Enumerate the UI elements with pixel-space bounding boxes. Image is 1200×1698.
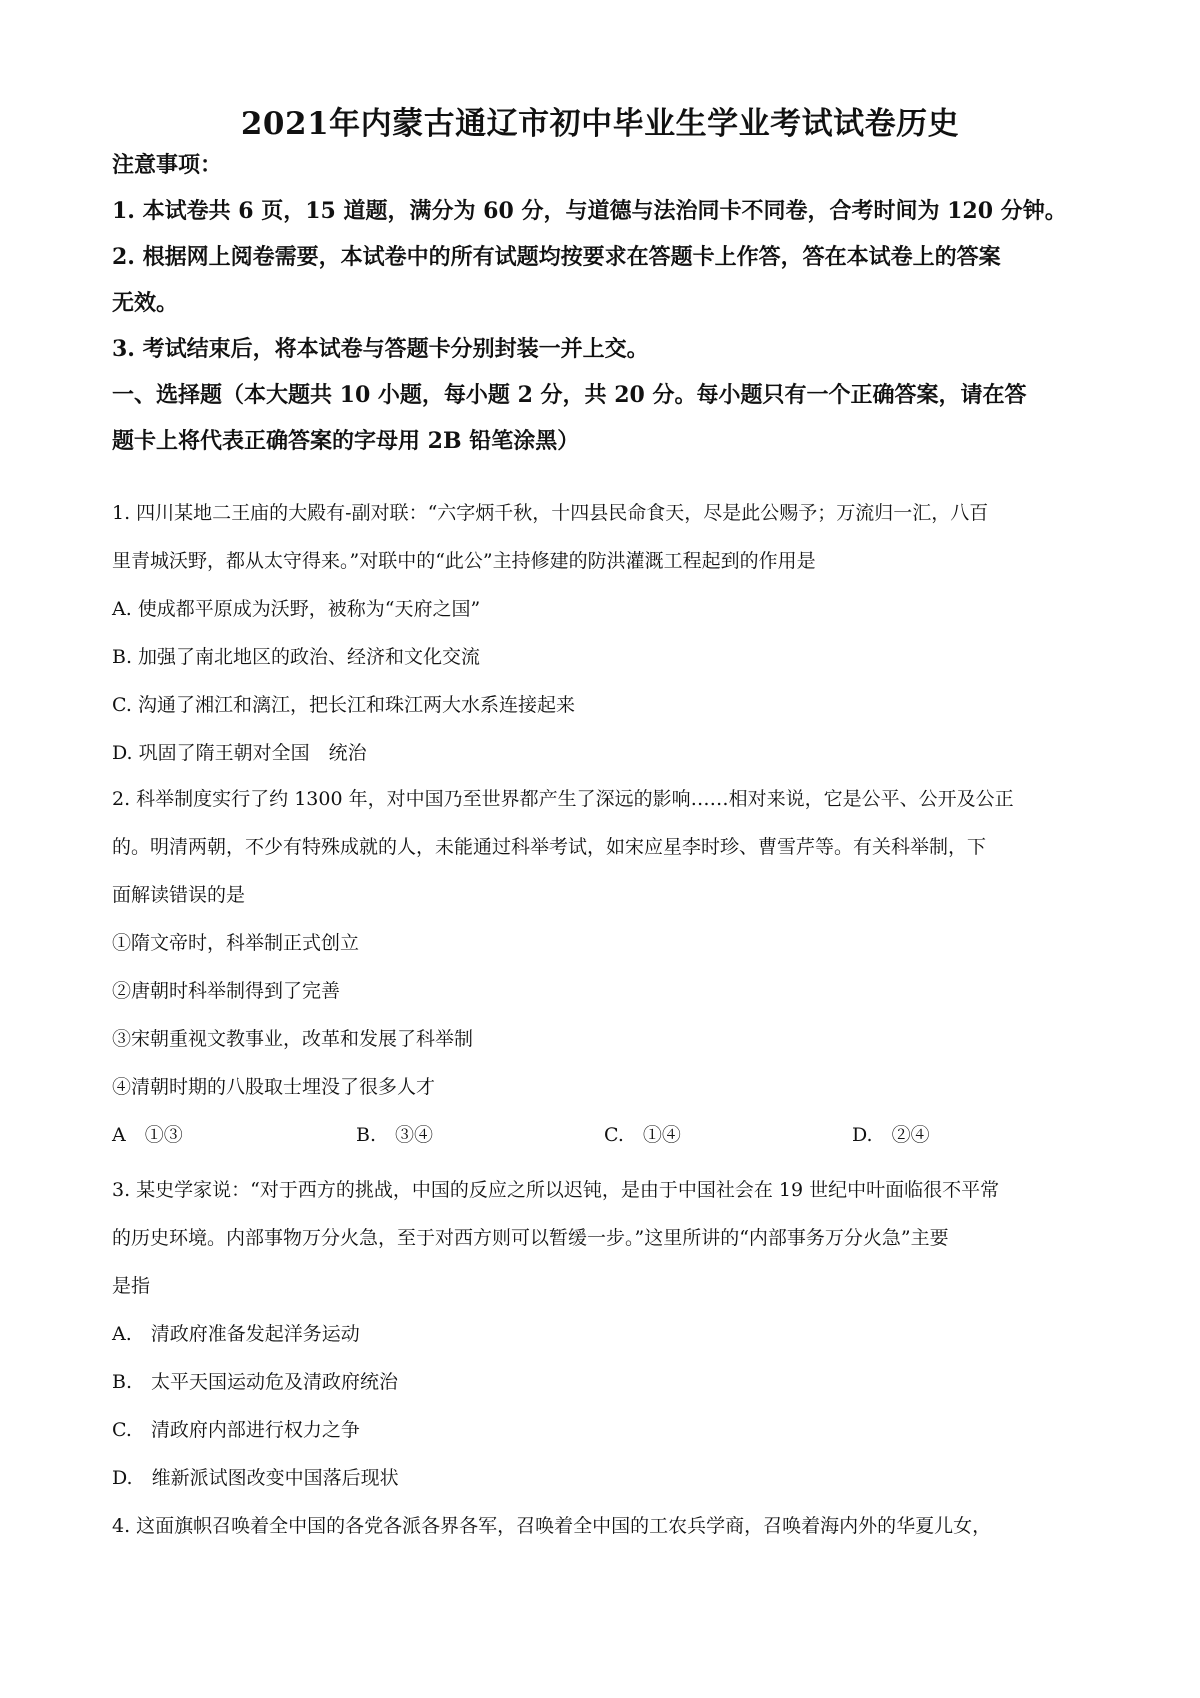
- question-2-option-c: C. ①④: [604, 1124, 681, 1146]
- question-1-option-b: B. 加强了南北地区的政治、经济和文化交流: [112, 646, 481, 668]
- notice-item-2-line-2: 无效。: [112, 290, 179, 316]
- question-1-option-c: C. 沟通了湘江和漓江，把长江和珠江两大水系连接起来: [112, 694, 575, 716]
- notice-item-3: 3. 考试结束后，将本试卷与答题卡分别封装一并上交。: [112, 336, 649, 362]
- section-heading-line-2: 题卡上将代表正确答案的字母用 2B 铅笔涂黑）: [112, 428, 580, 454]
- question-1: [112, 489, 1102, 777]
- notice-heading: 注意事项：: [112, 152, 223, 178]
- question-2-statement-3: ③宋朝重视文教事业，改革和发展了科举制: [112, 1028, 474, 1050]
- notice-item-1: 1. 本试卷共 6 页，15 道题，满分为 60 分，与道德与法治同卡不同卷，合考时间为 120 分钟。: [112, 198, 1067, 224]
- question-3-stem-line-1: 3. 某史学家说：“对于西方的挑战，中国的反应之所以迟钝，是由于中国社会在 19 世纪中叶面临很不平常: [112, 1179, 1000, 1201]
- question-3: [112, 1166, 1102, 1502]
- question-2-option-d: D. ②④: [852, 1124, 930, 1146]
- question-1-option-d: D. 巩固了隋王朝对全国 统治: [112, 742, 367, 764]
- question-1-stem-line-1: 1. 四川某地二王庙的大殿有-副对联：“六字炳千秋，十四县民命食天，尽是此公赐予；万流归一汇，八百: [112, 502, 989, 524]
- page-title: 2021年内蒙古通辽市初中毕业生学业考试试卷历史: [240, 106, 960, 142]
- question-3-option-a: A. 清政府准备发起洋务运动: [112, 1323, 360, 1345]
- question-3-stem-line-2: 的历史环境。内部事物万分火急，至于对西方则可以暂缓一步。”这里所讲的“内部事务万分火急”主要: [112, 1227, 949, 1249]
- question-3-option-c: C. 清政府内部进行权力之争: [112, 1419, 360, 1441]
- notice-section: [112, 142, 1102, 464]
- question-2-option-b: B. ③④: [356, 1124, 434, 1146]
- question-2: [112, 775, 1102, 1159]
- question-4-stem-line-1: 4. 这面旗帜召唤着全中国的各党各派各界各军，召唤着全中国的工农兵学商，召唤着海内外的华夏儿女，: [112, 1515, 992, 1537]
- question-2-stem-line-1: 2. 科举制度实行了约 1300 年，对中国乃至世界都产生了深远的影响……相对来说，它是公平、公开及公正: [112, 788, 1014, 810]
- question-2-statement-4: ④清朝时期的八股取士埋没了很多人才: [112, 1076, 436, 1098]
- question-2-statement-2: ②唐朝时科举制得到了完善: [112, 980, 341, 1002]
- question-1-option-a: A. 使成都平原成为沃野，被称为“天府之国”: [112, 598, 481, 620]
- question-4: [112, 1502, 1102, 1550]
- question-2-stem-line-3: 面解读错误的是: [112, 884, 246, 906]
- question-2-statement-1: ①隋文帝时，科举制正式创立: [112, 932, 360, 954]
- question-1-stem-line-2: 里青城沃野，都从太守得来。”对联中的“此公”主持修建的防洪灌溉工程起到的作用是: [112, 550, 816, 572]
- question-3-stem-line-3: 是指: [112, 1275, 151, 1297]
- question-3-option-b: B. 太平天国运动危及清政府统治: [112, 1371, 399, 1393]
- question-2-stem-line-2: 的。明清两朝，不少有特殊成就的人，未能通过科举考试，如宋应星李时珍、曹雪芹等。有关科举制，下: [112, 836, 987, 858]
- question-2-option-a: A ①③: [112, 1124, 183, 1146]
- notice-item-2-line-1: 2. 根据网上阅卷需要，本试卷中的所有试题均按要求在答题卡上作答，答在本试卷上的答案: [112, 244, 1001, 270]
- question-2-options-row: [112, 1111, 1102, 1159]
- question-3-option-d: D. 维新派试图改变中国落后现状: [112, 1467, 399, 1489]
- section-heading-line-1: 一、选择题（本大题共 10 小题，每小题 2 分，共 20 分。每小题只有一个正确答案，请在答: [112, 382, 1027, 408]
